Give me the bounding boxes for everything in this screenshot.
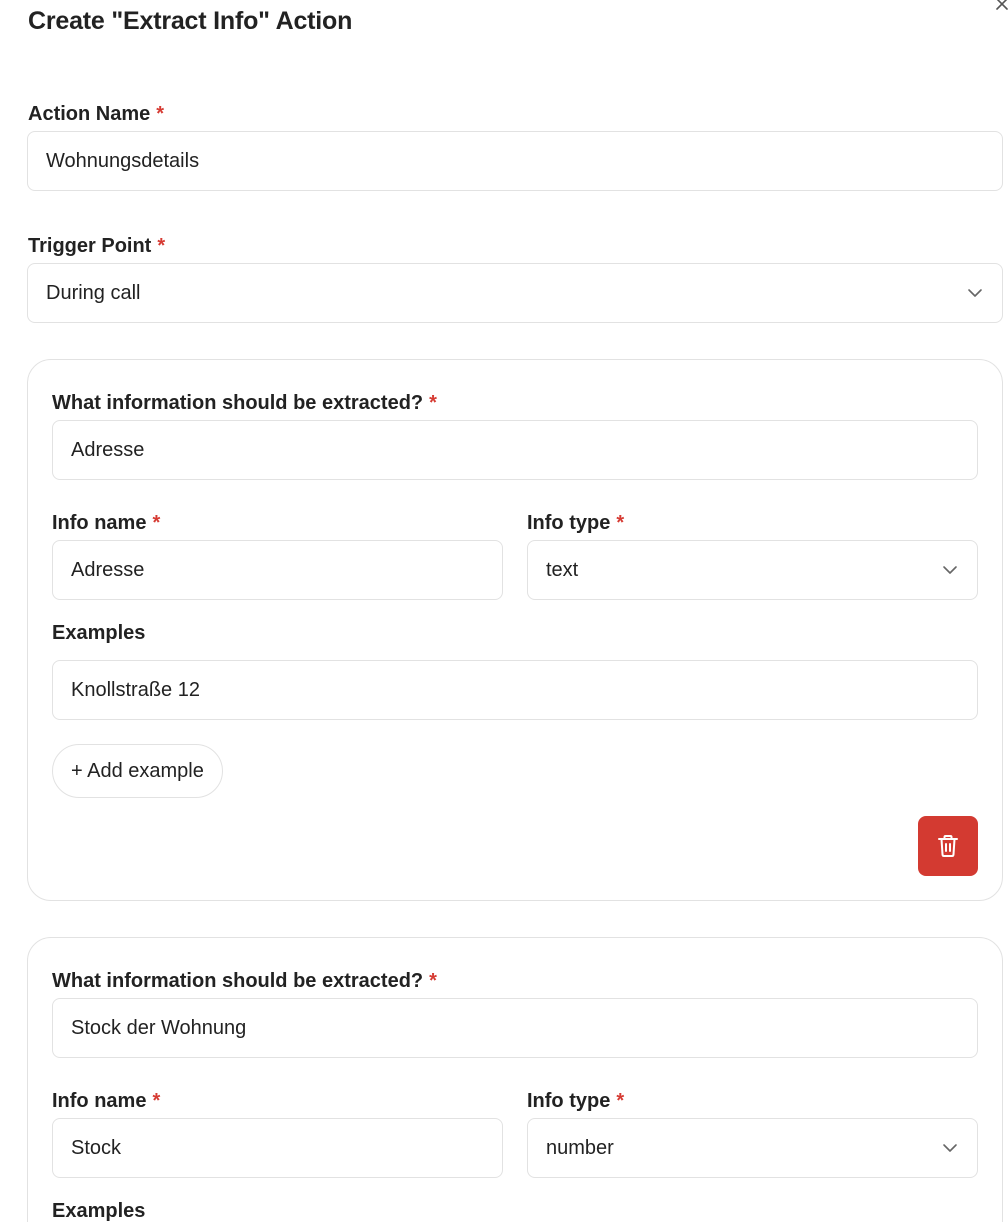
add-example-button[interactable]: + Add example — [52, 744, 223, 798]
required-mark: * — [152, 512, 161, 534]
info-type-label: Info type * — [527, 512, 625, 534]
chevron-down-icon — [966, 284, 984, 302]
extraction-question-input[interactable]: Stock der Wohnung — [52, 998, 978, 1058]
close-button[interactable] — [994, 0, 1008, 12]
required-mark: * — [616, 512, 625, 534]
extraction-question-input[interactable]: Adresse — [52, 420, 978, 480]
dialog-title: Create "Extract Info" Action — [28, 7, 353, 35]
chevron-down-icon — [941, 1139, 959, 1157]
info-name-label: Info name * — [52, 1090, 161, 1112]
required-mark: * — [429, 970, 437, 992]
chevron-down-icon — [941, 561, 959, 579]
trash-icon — [937, 834, 959, 858]
info-type-label: Info type * — [527, 1090, 625, 1112]
info-type-select[interactable]: number — [527, 1118, 978, 1178]
extraction-question-label: What information should be extracted? * — [52, 392, 437, 414]
examples-label: Examples — [52, 622, 146, 644]
info-name-label: Info name * — [52, 512, 161, 534]
required-mark: * — [616, 1090, 625, 1112]
example-input[interactable]: Knollstraße 12 — [52, 660, 978, 720]
trigger-point-select[interactable]: During call — [27, 263, 1003, 323]
trigger-point-label: Trigger Point * — [28, 235, 166, 257]
action-name-input[interactable]: Wohnungsdetails — [27, 131, 1003, 191]
extraction-question-label: What information should be extracted? * — [52, 970, 437, 992]
required-mark: * — [429, 392, 437, 414]
info-name-input[interactable]: Stock — [52, 1118, 503, 1178]
close-icon — [996, 0, 1008, 10]
required-mark: * — [156, 103, 165, 125]
info-type-select[interactable]: text — [527, 540, 978, 600]
action-name-label: Action Name * — [28, 103, 165, 125]
required-mark: * — [152, 1090, 161, 1112]
examples-label: Examples — [52, 1200, 146, 1222]
required-mark: * — [157, 235, 166, 257]
delete-extraction-button[interactable] — [918, 816, 978, 876]
info-name-input[interactable]: Adresse — [52, 540, 503, 600]
